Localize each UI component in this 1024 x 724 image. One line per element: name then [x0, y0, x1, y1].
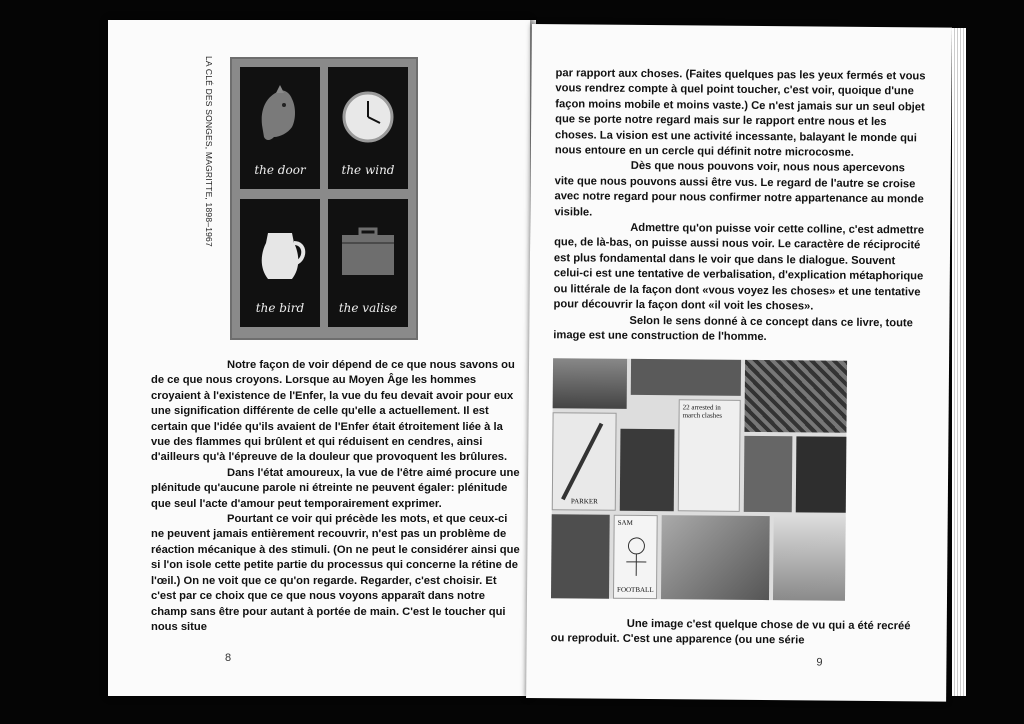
panel-caption: the door — [254, 163, 306, 177]
pen-brand: PARKER — [570, 497, 598, 506]
page-number: 8 — [225, 652, 232, 664]
pen-icon — [553, 413, 617, 511]
battle-photo — [631, 359, 741, 396]
drawing-label: SAM — [617, 518, 633, 527]
interior-photo — [744, 436, 793, 512]
side-caption: LA CLÉ DES SONGES, MAGRITTE, 1898–1967 — [204, 56, 214, 247]
pen-advert — [552, 412, 617, 511]
paragraph: par rapport aux choses. (Faites quelques pas les yeux fermés et vous vous rendrez compte à quel point toucher, c'est voir, quoique d'une façon moins mobile et moins vaste.) Ce n'est jamais sur un seul objet que se porte notre regard mais sur le rapport entre nous et les choses. La vision est une activité incessante, balayant le monde qui nous entoure en un cercle qui définit notre microcosme. — [554, 67, 926, 159]
painting-panel — [240, 199, 320, 327]
painting-scene — [744, 360, 847, 433]
child-drawing — [613, 515, 658, 599]
football-photo — [773, 516, 846, 601]
photo-collage — [551, 358, 847, 601]
reclining-nude-painting — [661, 515, 770, 600]
paragraph: Dans l'état amoureux, la vue de l'être aimé procure une plénitude qu'aucune parole ni étreinte ne peuvent égaler: plénitude que seul l'acte d'amour peut temporairement exprimer. — [151, 466, 520, 510]
paragraph: Pourtant ce voir qui précède les mots, et que ceux-ci ne peuvent jamais entièrement recouvrir, n'est pas un problème de réaction mécanique à des stimuli. (On ne peut le considérer ainsi que si l'on isole cette petite partie du processus qui concerne la rétine de l'œil.) On ne voit que ce qu'on regarde. Regarder, c'est choisir. Et c'est par ce choix que ce que nous voyons apparaît dans notre champ sans être pour autant à portée de main. C'est le toucher qui nous situe — [151, 513, 520, 633]
panel-caption: the bird — [255, 301, 305, 315]
newspaper-clipping — [678, 399, 741, 512]
paragraph: Admettre qu'on puisse voir cette colline, c'est admettre que, de là-bas, on puisse aussi nous voir. Le caractère de réciprocité est plus fondamental dans le voir que dans le dialogue. Souvent celui-ci est une tentative de verbalisation, d'explication métaphorique ou littérale de la façon dont «vous voyez les choses» et une tentative pour découvrir la façon dont «il voit les choses». — [553, 221, 925, 313]
closing-text — [551, 616, 923, 650]
paragraph: Dès que nous pouvons voir, nous nous apercevons vite que nous pouvons aussi être vus. Le regard de l'autre se croise avec notre regard pour nous confirmer notre appartenance au monde visible. — [554, 160, 924, 219]
paragraph: Notre façon de voir dépend de ce que nous savons ou de ce que nous croyons. Lorsque au Moyen Âge les hommes croyaient à l'existence de l'Enfer, la vue du feu devait avoir pour eux une signification différente de celle qu'elle a actuellement. Il est certain que l'idée qu'ils avaient de l'Enfer était étroitement liée à la vue des flammes qui brûlent et qui réduisent en cendres, ainsi d'ailleurs qu'à l'épreuve de la douleur que provoquent les brûlures. — [151, 359, 515, 464]
painting-panel — [240, 67, 320, 189]
painting-panel — [328, 67, 408, 189]
page-edges — [952, 28, 966, 696]
page-number: 9 — [816, 656, 823, 669]
panel-caption: the valise — [338, 301, 398, 315]
paragraph: Une image c'est quelque chose de vu qui a été recréé ou reproduit. C'est une apparence (ou une série — [550, 617, 911, 647]
drawing-label: FOOTBALL — [617, 585, 654, 595]
painting-panel — [328, 199, 408, 327]
renaissance-portrait — [551, 514, 610, 599]
panel-caption: the wind — [341, 163, 395, 177]
left-body-text — [151, 358, 523, 635]
portrait-photo — [620, 429, 675, 511]
left-page — [108, 20, 530, 696]
group-photo — [796, 436, 847, 512]
paragraph: Selon le sens donné à ce concept dans ce livre, toute image est une construction de l'homme. — [553, 314, 913, 343]
right-page — [526, 24, 952, 702]
crowd-photo — [553, 358, 627, 409]
magritte-painting — [230, 57, 418, 340]
news-headline: 22 arrested in march clashes — [682, 403, 723, 420]
right-body-text — [553, 66, 927, 347]
